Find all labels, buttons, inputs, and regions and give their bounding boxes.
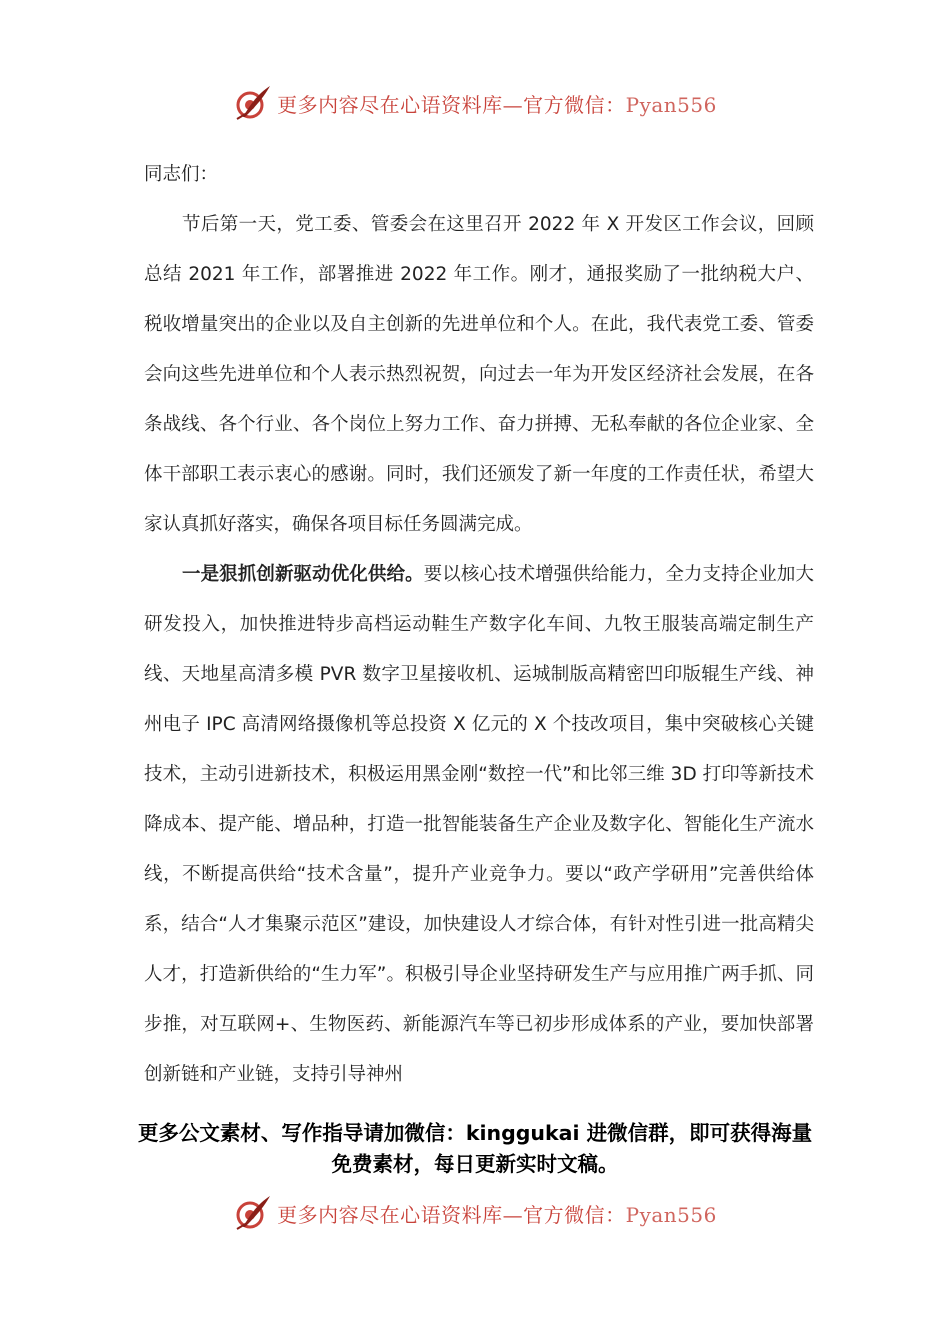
footer-watermark (0, 1188, 950, 1238)
wechat-promo-note: 更多公文素材、写作指导请加微信：kinggukai 进微信群，即可获得海量免费素材，每日更新实时文稿。 (137, 1121, 813, 1176)
header-watermark (0, 78, 950, 128)
quill-logo-icon (233, 83, 273, 123)
watermark-text: 更多内容尽在心语资料库—官方微信：Pyan556 (277, 92, 717, 117)
watermark-text: 更多内容尽在心语资料库—官方微信：Pyan556 (277, 1202, 717, 1227)
paragraph-heading: 一是狠抓创新驱动优化供给。 (182, 564, 424, 585)
document-body (144, 150, 814, 1100)
paragraph-text: 要以核心技术增强供给能力，全力支持企业加大研发投入，加快推进特步高档运动鞋生产数字化车间、九牧王服装高端定制生产线、天地星高清多模 PVR 数字卫星接收机、运城制版高精密凹印版辊生产线、神州电子 IPC 高清网络摄像机等总投资 X 亿元的 X 个技改项目，集中突破核心关键技术，主动引进新技术，积极运用黑金刚“数控一代”和比邻三维 3D 打印等新技术降成本、提产能、增品种，打造一批智能装备生产企业及数字化、智能化生产流水线，不断提高供给“技术含量”，提升产业竞争力。要以“政产学研用”完善供给体系，结合“人才集聚示范区”建设，加快建设人才综合体，有针对性引进一批高精尖人才，打造新供给的“生力军”。积极引导企业坚持研发生产与应用推广两手抓、同步推，对互联网+、生物医药、新能源汽车等已初步形成体系的产业，要加快部署创新链和产业链，支持引导神州 (144, 564, 814, 1085)
paragraph-innovation (144, 550, 814, 1100)
salutation: 同志们： (144, 164, 219, 185)
quill-logo-icon (233, 1193, 273, 1233)
paragraph-intro: 节后第一天，党工委、管委会在这里召开 2022 年 X 开发区工作会议，回顾总结 2021 年工作，部署推进 2022 年工作。刚才，通报奖励了一批纳税大户、税收增量突出的企业以及自主创新的先进单位和个人。在此，我代表党工委、管委会向这些先进单位和个人表示热烈祝贺，向过去一年为开发区经济社会发展，在各条战线、各个行业、各个岗位上努力工作、奋力拼搏、无私奉献的各位企业家、全体干部职工表示衷心的感谢。同时，我们还颁发了新一年度的工作责任状，希望大家认真抓好落实，确保各项目标任务圆满完成。 (144, 214, 814, 535)
